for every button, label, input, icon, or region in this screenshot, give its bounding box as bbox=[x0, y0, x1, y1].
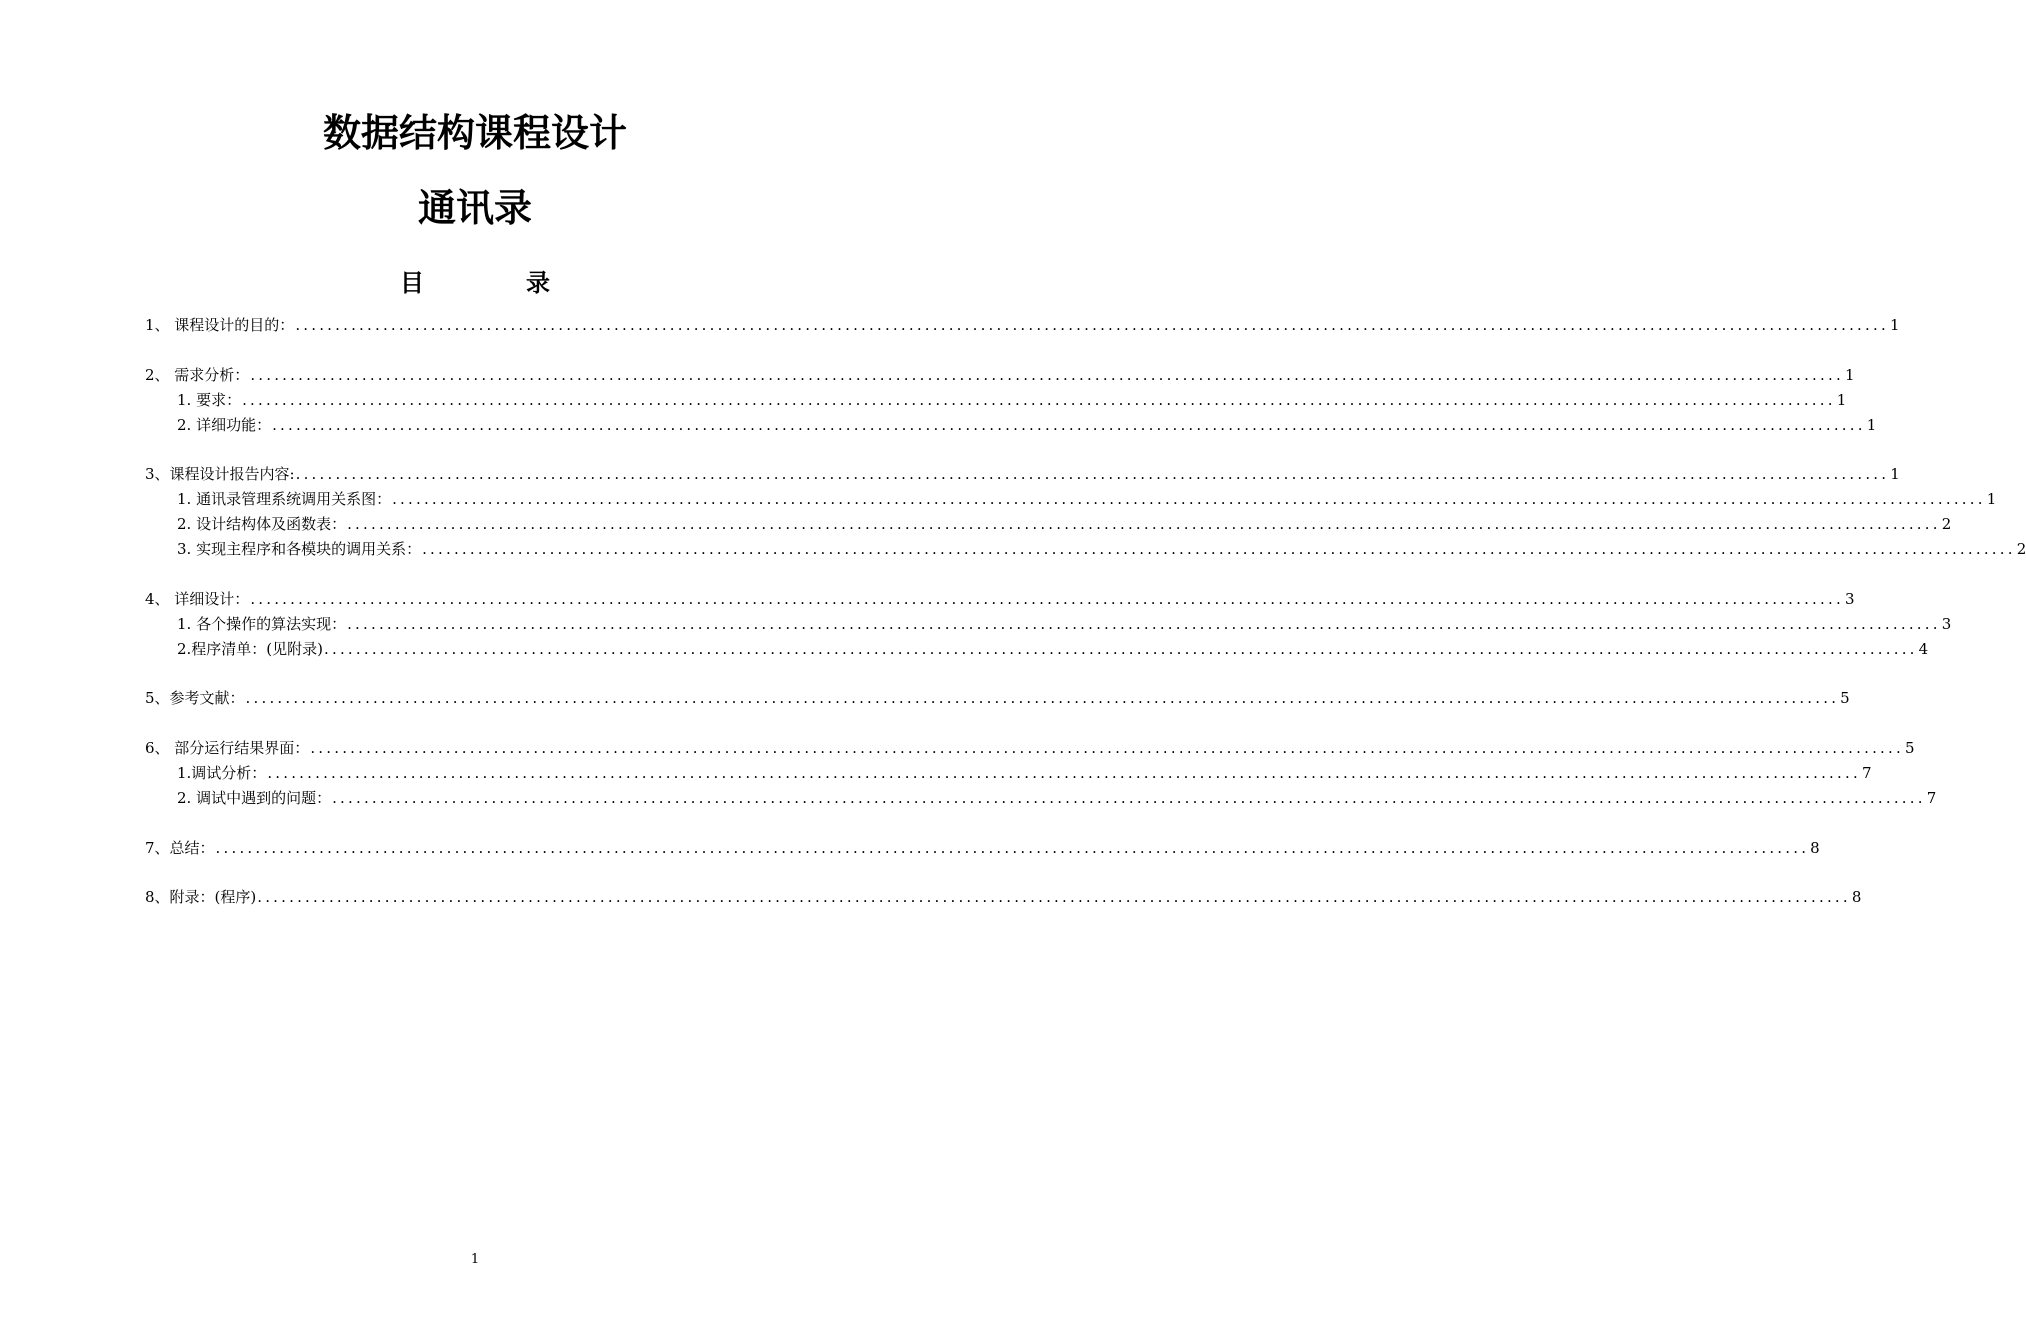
toc-entry-page: 1 bbox=[1986, 490, 1997, 509]
toc-heading-char-1: 目 bbox=[400, 269, 424, 297]
toc-entry-page: 5 bbox=[1904, 739, 1915, 758]
toc-heading-char-2: 录 bbox=[526, 269, 550, 297]
toc-heading bbox=[400, 266, 560, 300]
toc-leader-dots: ........................................................................................................................................................................................................ bbox=[242, 390, 1836, 409]
toc-entry-text: 3. 实现主程序和各模块的调用关系： bbox=[177, 540, 422, 559]
toc-entry-text: 2.程序清单：(见附录) bbox=[177, 639, 324, 658]
toc-entry[interactable] bbox=[145, 637, 1929, 662]
toc-leader-dots: ........................................................................................................................................................................................................ bbox=[347, 614, 1941, 633]
toc-leader-dots: ........................................................................................................................................................................................................ bbox=[250, 365, 1844, 384]
toc-leader-dots: ........................................................................................................................................................................................................ bbox=[215, 838, 1810, 857]
toc-entry-page: 8 bbox=[1851, 888, 1862, 907]
toc-leader-dots: ........................................................................................................................................................................................................ bbox=[267, 764, 1861, 783]
toc-entry[interactable] bbox=[145, 487, 1997, 512]
toc-entry-page: 2 bbox=[2016, 540, 2026, 559]
toc-leader-dots: ........................................................................................................................................................................................................ bbox=[347, 515, 1941, 534]
toc-entry[interactable] bbox=[145, 388, 1847, 413]
toc-entry-page: 2 bbox=[1941, 515, 1952, 534]
toc-entry-page: 4 bbox=[1918, 639, 1929, 658]
toc-entry-text: 2、 需求分析： bbox=[145, 365, 250, 384]
toc-entry[interactable] bbox=[145, 612, 1952, 637]
toc-leader-dots: ........................................................................................................................................................................................................ bbox=[324, 639, 1918, 658]
toc-entry[interactable] bbox=[145, 313, 1900, 338]
toc-entry-page: 7 bbox=[1926, 788, 1937, 807]
toc-entry[interactable] bbox=[145, 686, 1850, 711]
toc-leader-dots: ........................................................................................................................................................................................................ bbox=[392, 490, 1986, 509]
toc-entry-text: 4、 详细设计： bbox=[145, 589, 250, 608]
toc-entry-page: 7 bbox=[1861, 764, 1872, 783]
toc-entry[interactable] bbox=[145, 537, 2026, 562]
toc-entry[interactable] bbox=[145, 736, 1915, 761]
toc-leader-dots: ........................................................................................................................................................................................................ bbox=[332, 788, 1926, 807]
toc-entry-text: 1. 各个操作的算法实现： bbox=[177, 614, 347, 633]
toc-entry-text: 1. 通讯录管理系统调用关系图： bbox=[177, 490, 392, 509]
toc-entry-page: 1 bbox=[1889, 316, 1900, 334]
toc-entry[interactable] bbox=[145, 587, 1855, 612]
toc-entry[interactable] bbox=[145, 761, 1872, 786]
toc-leader-dots: ........................................................................................................................................................................................................ bbox=[295, 316, 1889, 334]
toc-entry-text: 6、 部分运行结果界面： bbox=[145, 739, 310, 758]
toc-entry[interactable] bbox=[145, 363, 1855, 388]
toc-leader-dots: ........................................................................................................................................................................................................ bbox=[272, 415, 1866, 434]
document-title: 数据结构课程设计 bbox=[322, 111, 627, 155]
toc-entry-page: 8 bbox=[1810, 838, 1820, 857]
toc-entry-text: 1.调试分析： bbox=[177, 764, 267, 783]
page-number: 1 bbox=[470, 1252, 480, 1267]
toc-leader-dots: ........................................................................................................................................................................................................ bbox=[245, 689, 1840, 708]
toc-entry-text: 2. 设计结构体及函数表： bbox=[177, 515, 347, 534]
toc-entry-page: 1 bbox=[1890, 465, 1900, 484]
toc-entry-text: 2. 调试中遇到的问题： bbox=[177, 788, 332, 807]
toc-entry[interactable] bbox=[145, 885, 1862, 910]
toc-entry-page: 3 bbox=[1844, 589, 1855, 608]
toc-entry-text: 1. 要求： bbox=[177, 390, 242, 409]
toc-entry-text: 5、参考文献： bbox=[145, 689, 245, 708]
table-of-contents bbox=[145, 313, 2026, 910]
toc-entry[interactable] bbox=[145, 512, 1952, 537]
document-subtitle: 通讯录 bbox=[417, 186, 532, 230]
toc-entry[interactable] bbox=[145, 413, 1877, 438]
toc-entry[interactable] bbox=[145, 462, 1900, 487]
toc-entry-text: 7、总结： bbox=[145, 838, 215, 857]
toc-entry-page: 1 bbox=[1844, 365, 1855, 384]
toc-leader-dots: ........................................................................................................................................................................................................ bbox=[257, 888, 1851, 907]
toc-leader-dots: ........................................................................................................................................................................................................ bbox=[310, 739, 1904, 758]
toc-entry-text: 2. 详细功能： bbox=[177, 415, 272, 434]
toc-entry-text: 8、附录：(程序) bbox=[145, 888, 257, 907]
toc-entry-text: 1、 课程设计的目的： bbox=[145, 316, 295, 334]
toc-entry-page: 1 bbox=[1866, 415, 1877, 434]
toc-leader-dots: ........................................................................................................................................................................................................ bbox=[250, 589, 1844, 608]
toc-entry-text: 3、课程设计报告内容: bbox=[145, 465, 295, 484]
toc-entry-page: 1 bbox=[1836, 390, 1847, 409]
toc-entry-page: 5 bbox=[1840, 689, 1850, 708]
toc-leader-dots: ........................................................................................................................................................................................................ bbox=[422, 540, 2016, 559]
toc-entry[interactable] bbox=[145, 836, 1820, 861]
toc-leader-dots: ........................................................................................................................................................................................................ bbox=[295, 465, 1890, 484]
toc-entry-page: 3 bbox=[1941, 614, 1952, 633]
toc-entry[interactable] bbox=[145, 786, 1937, 811]
